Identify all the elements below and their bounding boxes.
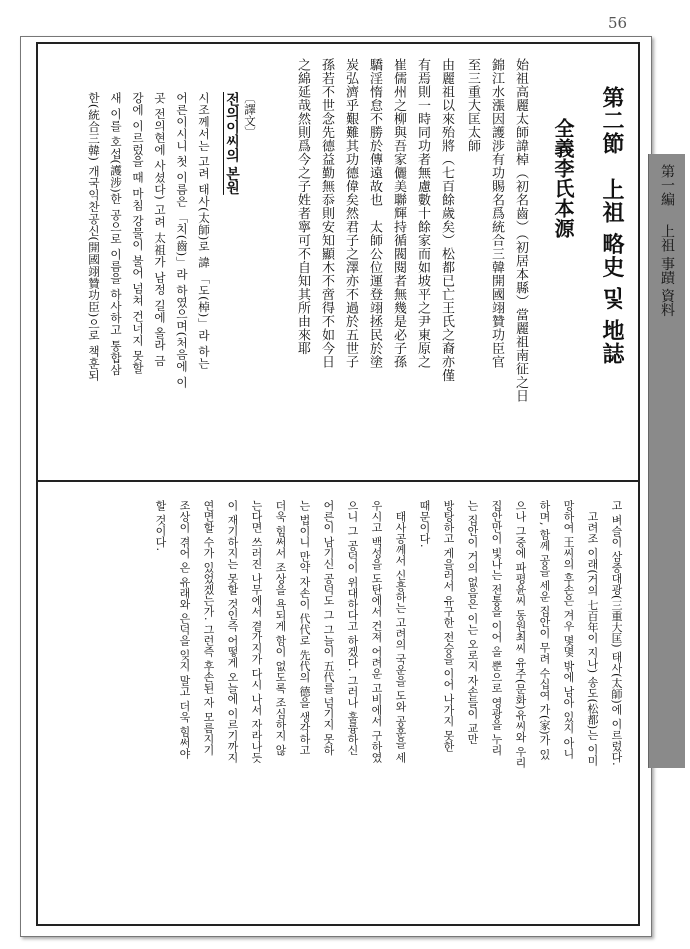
body-column: 때문이다. xyxy=(418,500,431,548)
translation-column: 강에 이르렀을 때 마침 강물이 불어 넘쳐 건너지 못할 xyxy=(131,92,145,374)
body-column: 할 것이다. xyxy=(154,500,167,551)
hanmun-column: 至三重大匡太師 xyxy=(465,58,480,153)
body-column: 하며, 함께 공을 세운 집안이 무려 수십여 가(家)가 있 xyxy=(538,500,551,761)
translation-column: 시조께서는 고려 태사(太師)로 諱 「도(棹)」라 하는 xyxy=(197,92,211,370)
translation-heading: 전의이씨의 본원 xyxy=(224,92,240,195)
body-column: 으나 그중에 파평윤씨 동원최씨 유주(문화)유씨와 우리 xyxy=(514,500,527,769)
body-column: 어른이 남기신 공덕도 그 그늘이 五代를 넘기지 못하 xyxy=(322,500,335,756)
translation-column: 어른이시니 첫 이름은 「치(齒)」라 하였으며(처음에 이 xyxy=(175,92,189,389)
body-column: 우시고 백성을 도탄에서 건져 어려운 고비에서 구하였 xyxy=(370,500,383,763)
hanmun-column: 崔儒州之柳與吾家儷美聯輝持循閥閱者無幾是必子孫 xyxy=(391,58,406,369)
body-column: 으니 그 공덕이 위대하다고 하겠다. 그러나 훌륭하신 xyxy=(346,500,359,756)
hanmun-column: 炭弘濟乎艱難其功德偉矣然君子之澤亦不過於五世子 xyxy=(343,58,358,369)
section-subtitle: 全義李氏本源 xyxy=(551,118,575,238)
body-column: 더욱 힘써서 조상을 욕되게 함이 없도록 조심하지 않 xyxy=(274,500,287,756)
hanmun-column: 驕淫惰怠不勝於傳遠故也 太師公位運登翊拯民於塗 xyxy=(367,58,382,369)
body-column: 고려조 이래(거의 七百年이 지나) 송도(松都)는 이미 xyxy=(586,500,599,766)
hanmun-column: 之綿延哉然則爲今之子姓者寧可不自知其所由來耶 xyxy=(295,58,310,355)
body-column: 조상이 겪어 온 유래와 은덕을 잊지 말고 더욱 힘써야 xyxy=(178,500,191,759)
translation-column: 곳 전의현에 사셨다) 고려 太祖가 남정 길에 올라 금 xyxy=(153,92,167,367)
body-column: 방탕하고 게을러서 유구한 전승을 이어 나가지 못한 xyxy=(442,500,455,752)
body-column: 는 집안이 거의 없음은 이는 오로지 자손들이 교만 xyxy=(466,500,479,745)
body-column: 는다면 쓰러진 나무에서 곁가지가 다시 나서 자라나듯 xyxy=(250,500,263,763)
body-column: 집안만이 빛나는 전통을 이어 올 뿐으로 영광을 누리 xyxy=(490,500,503,756)
panel-divider xyxy=(36,480,638,482)
hanmun-column: 有焉則一時同功者無慮數十餘家而如坡平之尹東原之 xyxy=(415,58,430,369)
section-title: 第二節 上祖 略史 및 地誌 xyxy=(599,86,625,365)
translation-label: 〔譯文〕 xyxy=(243,92,257,138)
translation-column: 새 이를 호섭(護涉)한 공으로 이름을 하사하고 통합삼 xyxy=(109,92,123,376)
body-column: 태사공께서 신흥하는 고려의 국운을 도와 공훈을 세 xyxy=(394,500,407,763)
hanmun-column: 始祖高麗太師諱棹（初名齒）（初居本縣）當麗祖南征之日 xyxy=(513,58,528,403)
side-tab-title: 上祖 事蹟 資料 xyxy=(659,224,675,317)
translation-column: 한(統合三韓) 개국익찬공신(開國翊贊功臣)으로 책훈되 xyxy=(87,92,101,382)
body-column: 는 법이니 만약 자손이 代代로 先代의 德을 생각하고 xyxy=(298,500,311,756)
side-tab xyxy=(648,154,685,768)
hanmun-column: 由麗祖以來殆將（七百餘歲矣）松都已亡王氏之裔亦僅 xyxy=(439,58,454,382)
hanmun-column: 孫若不世念先德益勤無忝則安知顯木不啻得不如今日 xyxy=(319,58,334,369)
body-column: 고 벼슬이 삼중대광(三重大匡) 태사(太師)에 이르렀다. xyxy=(610,500,623,766)
hanmun-column: 錦江水漲因護涉有功賜名爲統合三韓開國翊贊功臣官 xyxy=(489,58,504,369)
page-number: 56 xyxy=(608,14,628,32)
body-column: 이 재기하지는 못할 것인즉 어떻게 오늘에 이르기까지 xyxy=(226,500,239,763)
body-column: 망하여 王씨의 후손은 겨우 몇몇 밖에 남아 있지 아니 xyxy=(562,500,575,759)
body-column: 연면할 수가 있었겠는가. 그런즉 후손된 자 모름지기 xyxy=(202,500,215,756)
side-tab-part: 第一編 xyxy=(659,164,675,206)
